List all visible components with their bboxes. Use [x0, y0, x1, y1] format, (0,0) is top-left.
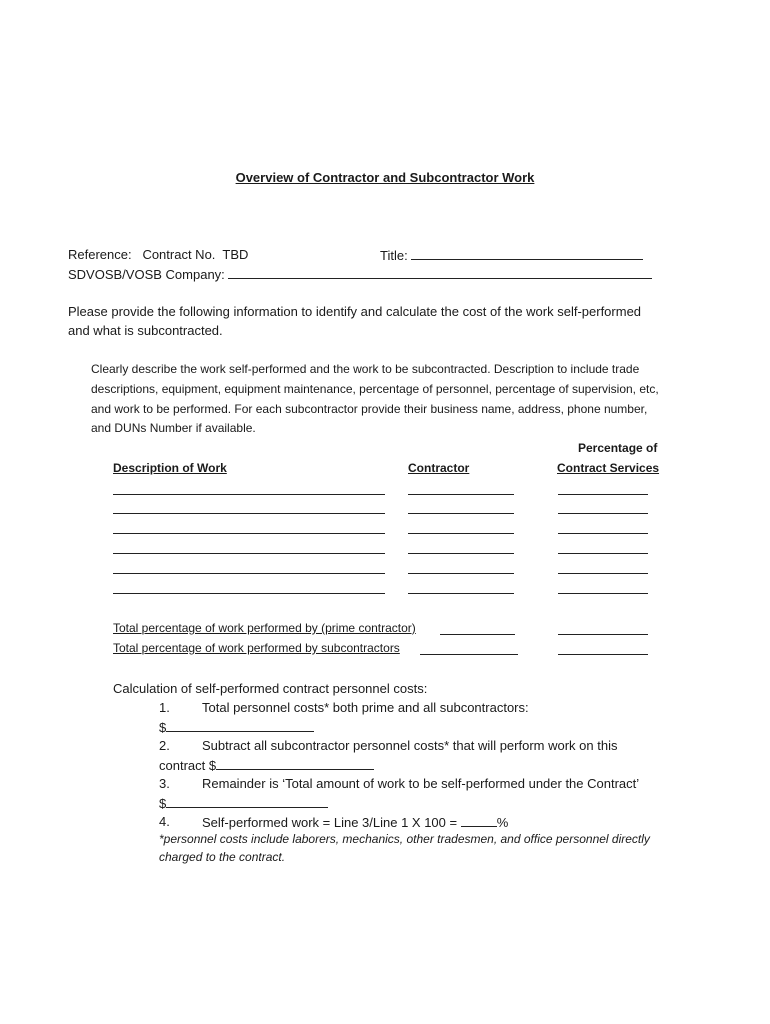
company-input-line[interactable] — [228, 266, 652, 279]
dollar-sign: $ — [159, 720, 167, 735]
intro-line-1: Please provide the following information to identify and calculate the cost of the work self-performed — [68, 304, 642, 319]
calculation-heading: Calculation of self-performed contract personnel costs: — [113, 681, 428, 696]
percentage-input-line[interactable] — [558, 573, 648, 574]
total-prime-percentage-line[interactable] — [558, 634, 648, 635]
item-4-text: Self-performed work = Line 3/Line 1 X 100 = — [202, 815, 458, 830]
contractor-input-line[interactable] — [408, 553, 514, 554]
percent-sign: % — [496, 815, 509, 830]
contract-label: Contract No. — [142, 247, 216, 262]
item-2-amount — [159, 757, 374, 773]
item-1-amount — [159, 719, 314, 735]
item-3-input-line[interactable] — [166, 795, 328, 808]
percentage-input-line[interactable] — [558, 494, 648, 495]
item-4-input-line[interactable] — [461, 814, 497, 827]
total-subs-input-line[interactable] — [420, 654, 518, 655]
item-4-number: 4. — [159, 814, 170, 829]
company-label: SDVOSB/VOSB Company: — [68, 267, 225, 282]
item-2-text: Subtract all subcontractor personnel costs* that will perform work on this — [202, 738, 618, 753]
title-field — [380, 247, 643, 263]
instruction-line-3: and work to be performed. For each subcontractor provide their business name, address, phone number, — [91, 402, 648, 416]
contractor-input-line[interactable] — [408, 494, 514, 495]
instruction-line-1: Clearly describe the work self-performed and the work to be subcontracted. Description to include trade — [91, 362, 640, 376]
item-3-amount — [159, 795, 328, 811]
dollar-sign: $ — [159, 796, 167, 811]
item-1-input-line[interactable] — [166, 719, 314, 732]
percentage-input-line[interactable] — [558, 513, 648, 514]
reference-label: Reference: — [68, 247, 132, 262]
col-percentage-label-1: Percentage of — [578, 441, 658, 455]
percentage-input-line[interactable] — [558, 553, 648, 554]
contractor-input-line[interactable] — [408, 593, 514, 594]
reference-line — [68, 247, 248, 262]
item-2-input-line[interactable] — [216, 757, 374, 770]
description-input-line[interactable] — [113, 494, 385, 495]
contract-value: TBD — [222, 247, 249, 262]
contractor-input-line[interactable] — [408, 573, 514, 574]
contractor-input-line[interactable] — [408, 513, 514, 514]
instruction-line-4: and DUNs Number if available. — [91, 421, 256, 435]
company-field — [68, 266, 652, 282]
total-prime-label: Total percentage of work performed by (prime contractor) — [113, 621, 416, 635]
footnote-line-1: *personnel costs include laborers, mechanics, other tradesmen, and office personnel directly — [159, 832, 650, 846]
title-label: Title: — [380, 248, 408, 263]
item-2-continuation: contract $ — [159, 758, 217, 773]
percentage-input-line[interactable] — [558, 593, 648, 594]
item-1-text: Total personnel costs* both prime and all subcontractors: — [202, 700, 529, 715]
description-input-line[interactable] — [113, 533, 385, 534]
intro-line-2: and what is subcontracted. — [68, 323, 223, 338]
col-percentage-header: Contract Services — [557, 461, 660, 475]
footnote-line-2: charged to the contract. — [159, 850, 286, 864]
percentage-input-line[interactable] — [558, 533, 648, 534]
total-subs-label: Total percentage of work performed by subcontractors — [113, 641, 400, 655]
description-input-line[interactable] — [113, 513, 385, 514]
description-input-line[interactable] — [113, 593, 385, 594]
description-input-line[interactable] — [113, 553, 385, 554]
item-1-number: 1. — [159, 700, 170, 715]
item-3-text: Remainder is ‘Total amount of work to be self-performed under the Contract’ — [202, 776, 640, 791]
item-3-number: 3. — [159, 776, 170, 791]
instruction-line-2: descriptions, equipment, equipment maintenance, percentage of personnel, percentage of supervision, etc, — [91, 382, 659, 396]
total-subs-percentage-line[interactable] — [558, 654, 648, 655]
col-description-header: Description of Work — [113, 461, 227, 475]
contractor-input-line[interactable] — [408, 533, 514, 534]
document-title: Overview of Contractor and Subcontractor Work — [235, 170, 535, 185]
item-4-line — [202, 814, 508, 830]
item-2-number: 2. — [159, 738, 170, 753]
title-input-line[interactable] — [411, 247, 643, 260]
total-prime-input-line[interactable] — [440, 634, 515, 635]
col-contractor-header: Contractor — [408, 461, 470, 475]
description-input-line[interactable] — [113, 573, 385, 574]
